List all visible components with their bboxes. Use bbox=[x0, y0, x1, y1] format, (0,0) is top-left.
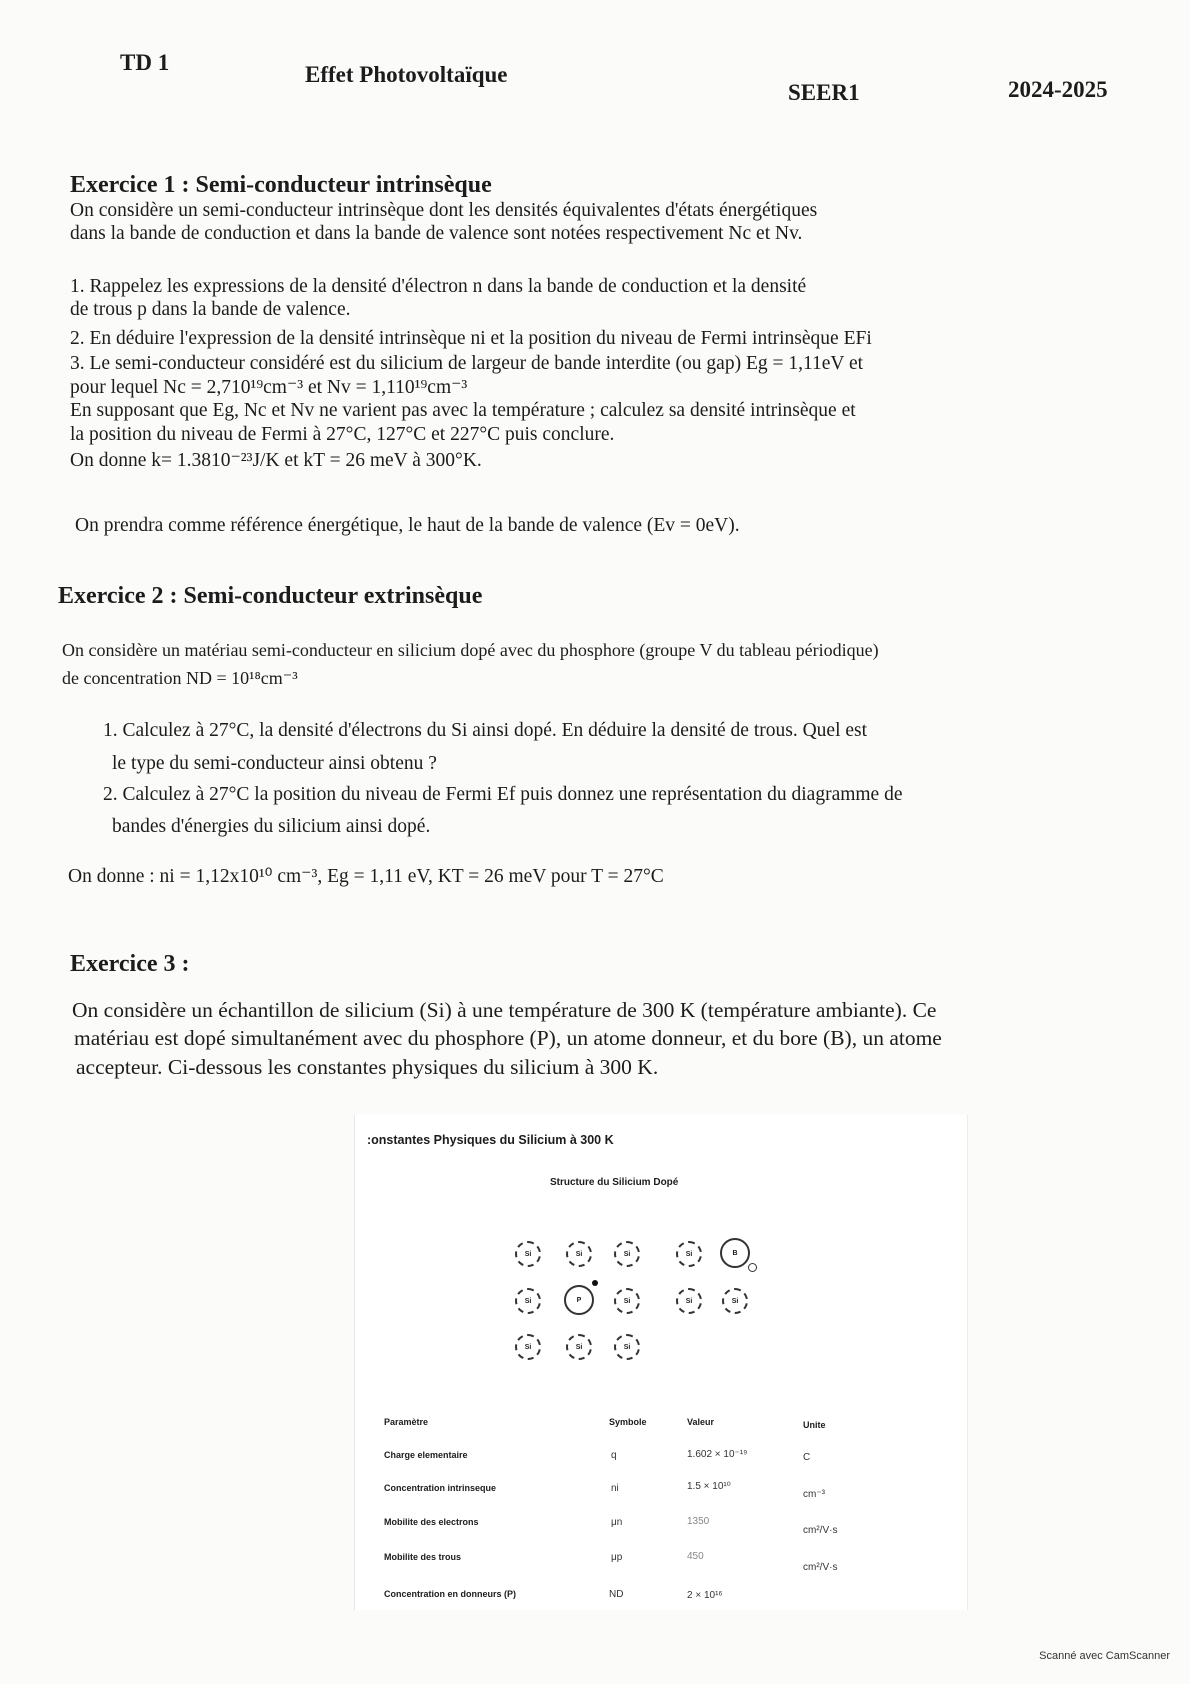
silicon-atom: Si bbox=[515, 1288, 541, 1314]
ex2-intro: de concentration ND = 10¹⁸cm⁻³ bbox=[62, 668, 298, 688]
ex2-item: 1. Calculez à 27°C, la densité d'électrons du Si ainsi dopé. En déduire la densité de trous. Quel est bbox=[103, 720, 868, 741]
table-cell: 1350 bbox=[687, 1516, 710, 1527]
table-header: Unite bbox=[803, 1420, 826, 1430]
silicon-atom: Si bbox=[676, 1241, 702, 1267]
ex1-line: En supposant que Eg, Nc et Nv ne varient pas avec la température ; calculez sa densité intrinsèque et bbox=[70, 400, 856, 421]
document-title: Effet Photovoltaïque bbox=[305, 62, 508, 87]
silicon-atom: Si bbox=[676, 1288, 702, 1314]
exercise-2-title: Exercice 2 : Semi-conducteur extrinsèque bbox=[58, 583, 483, 609]
ex1-line: dans la bande de conduction et dans la bande de valence sont notées respectivement Nc et Nv. bbox=[70, 223, 803, 244]
silicon-atom: Si bbox=[566, 1334, 592, 1360]
table-cell: cm²/V·s bbox=[803, 1525, 838, 1536]
table-cell: μp bbox=[611, 1552, 623, 1563]
table-header: Valeur bbox=[687, 1417, 715, 1427]
table-cell: Concentration intrinseque bbox=[384, 1483, 497, 1493]
ex1-line: On prendra comme référence énergétique, le haut de la bande de valence (Ev = 0eV). bbox=[75, 515, 740, 536]
table-header: Paramètre bbox=[384, 1417, 429, 1427]
table-cell: μn bbox=[611, 1517, 623, 1528]
electron-icon bbox=[592, 1280, 598, 1286]
ex1-line: pour lequel Nc = 2,710¹⁹cm⁻³ et Nv = 1,110¹⁹cm⁻³ bbox=[70, 377, 468, 398]
td-number: TD 1 bbox=[120, 50, 170, 75]
ex3-line: On considère un échantillon de silicium (Si) à une température de 300 K (température ambiante). Ce bbox=[72, 998, 937, 1022]
table-cell: 2 × 10¹⁶ bbox=[687, 1590, 723, 1601]
table-cell: Mobilite des electrons bbox=[384, 1517, 479, 1527]
boron-atom: B bbox=[720, 1238, 750, 1268]
silicon-atom: Si bbox=[515, 1241, 541, 1267]
ex1-line: la position du niveau de Fermi à 27°C, 127°C et 227°C puis conclure. bbox=[70, 424, 615, 445]
academic-year: 2024-2025 bbox=[1008, 77, 1108, 102]
silicon-atom: Si bbox=[614, 1334, 640, 1360]
table-cell: cm⁻³ bbox=[803, 1489, 825, 1500]
table-cell: Mobilite des trous bbox=[384, 1552, 462, 1562]
ex3-line: matériau est dopé simultanément avec du phosphore (P), un atome donneur, et du bore (B), un atome bbox=[74, 1026, 942, 1050]
silicon-atom: Si bbox=[566, 1241, 592, 1267]
ex1-line: On donne k= 1.3810⁻²³J/K et kT = 26 meV à 300°K. bbox=[70, 450, 482, 471]
table-cell: 1.602 × 10⁻¹⁹ bbox=[687, 1449, 748, 1460]
hole-icon bbox=[748, 1263, 757, 1272]
table-cell: cm²/V·s bbox=[803, 1562, 838, 1573]
ex1-line: de trous p dans la bande de valence. bbox=[70, 299, 351, 320]
class-label: SEER1 bbox=[788, 80, 860, 105]
ex1-line: 3. Le semi-conducteur considéré est du silicium de largeur de bande interdite (ou gap) Eg = 1,11eV et bbox=[70, 353, 864, 374]
camscanner-watermark: Scanné avec CamScanner bbox=[1039, 1650, 1170, 1662]
table-cell: ND bbox=[609, 1589, 624, 1600]
silicon-atom: Si bbox=[515, 1334, 541, 1360]
ex1-line: 1. Rappelez les expressions de la densité d'électron n dans la bande de conduction et la densité bbox=[70, 276, 807, 297]
silicon-constants-figure bbox=[354, 1115, 968, 1610]
phosphorus-atom: P bbox=[564, 1285, 594, 1315]
ex2-item: bandes d'énergies du silicium ainsi dopé. bbox=[112, 816, 431, 837]
exercise-3-title: Exercice 3 : bbox=[70, 951, 190, 977]
silicon-atom: Si bbox=[722, 1288, 748, 1314]
silicon-atom: Si bbox=[614, 1241, 640, 1267]
structure-title: Structure du Silicium Dopé bbox=[550, 1177, 679, 1188]
table-header: Symbole bbox=[609, 1417, 647, 1427]
table-cell: 1.5 × 10¹⁰ bbox=[687, 1481, 731, 1492]
table-cell: 450 bbox=[687, 1551, 704, 1562]
ex1-line: On considère un semi-conducteur intrinsèque dont les densités équivalentes d'états énergétiques bbox=[70, 200, 818, 221]
table-cell: ni bbox=[611, 1483, 619, 1494]
ex1-line: 2. En déduire l'expression de la densité intrinsèque ni et la position du niveau de Fermi intrinsèque EFi bbox=[70, 328, 872, 349]
table-cell: Concentration en donneurs (P) bbox=[384, 1589, 517, 1599]
ex2-intro: On considère un matériau semi-conducteur en silicium dopé avec du phosphore (groupe V du tableau périodique) bbox=[62, 640, 879, 660]
figure-title: :onstantes Physiques du Silicium à 300 K bbox=[367, 1133, 614, 1147]
table-cell: Charge elementaire bbox=[384, 1450, 468, 1460]
silicon-atom: Si bbox=[614, 1288, 640, 1314]
ex2-item: 2. Calculez à 27°C la position du niveau de Fermi Ef puis donnez une représentation du diagramme de bbox=[103, 784, 903, 805]
ex2-item: le type du semi-conducteur ainsi obtenu ? bbox=[112, 753, 437, 774]
table-cell: q bbox=[611, 1450, 617, 1461]
exercise-1-title: Exercice 1 : Semi-conducteur intrinsèque bbox=[70, 172, 492, 198]
ex2-given: On donne : ni = 1,12x10¹⁰ cm⁻³, Eg = 1,11 eV, KT = 26 meV pour T = 27°C bbox=[68, 866, 664, 887]
ex3-line: accepteur. Ci-dessous les constantes physiques du silicium à 300 K. bbox=[76, 1055, 659, 1079]
table-cell: C bbox=[803, 1452, 811, 1463]
